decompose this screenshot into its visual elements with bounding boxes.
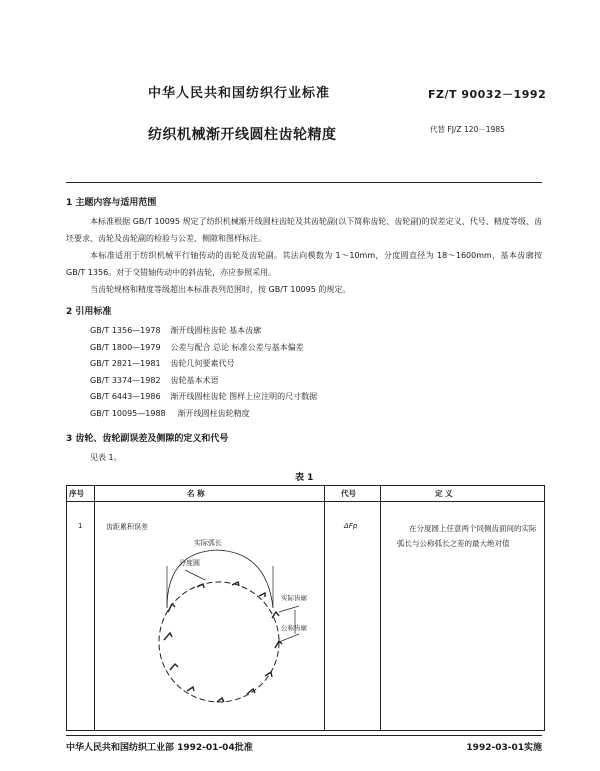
actual-profile-label: 实际齿廓 bbox=[281, 594, 307, 602]
referenced-standard bbox=[90, 389, 317, 406]
tooth-mark bbox=[164, 633, 172, 640]
column-header-symbol: 代号 bbox=[341, 489, 356, 498]
tooth-mark bbox=[272, 612, 279, 618]
standard-title: 公差与配合 总论 标准公差与基本偏差 bbox=[170, 342, 304, 352]
pitch-circle-label: 分度圆 bbox=[179, 559, 200, 567]
footer-divider bbox=[66, 735, 542, 736]
pitch-circle-line bbox=[159, 582, 279, 702]
tooth-mark bbox=[247, 689, 255, 694]
standard-title: 渐开线圆柱齿轮精度 bbox=[177, 408, 250, 418]
standard-code: GB/T 3374—1982 bbox=[90, 375, 161, 385]
referenced-standard bbox=[90, 340, 317, 357]
section-1-paragraph-1: 本标准根据 GB/T 10095 规定了纺织机械渐开线圆柱齿轮及其齿轮副(以下简称齿轮、齿轮副)的误差定义、代号、精度等级、齿坯要求、齿轮及齿轮副的检验与公差、侧隙和图样标注。 bbox=[66, 217, 542, 243]
tooth-mark bbox=[217, 698, 224, 702]
row-definition: 在分度圆上任意两个同侧齿面间的实际弧长与公称弧长之差的最大绝对值 bbox=[397, 524, 537, 548]
header-row-divider bbox=[67, 501, 544, 502]
referenced-standard bbox=[90, 323, 317, 340]
section-3-heading: 3 齿轮、齿轮副误差及侧隙的定义和代号 bbox=[66, 434, 229, 444]
document-title: 纺织机械渐开线圆柱齿轮精度 bbox=[148, 127, 337, 143]
standard-code: GB/T 1356—1978 bbox=[90, 326, 161, 335]
section-1-heading: 1 主题内容与适用范围 bbox=[66, 198, 157, 208]
table-1 bbox=[66, 485, 545, 731]
standard-title: 齿轮几何要素代号 bbox=[170, 359, 235, 368]
column-header-no: 序号 bbox=[69, 489, 84, 498]
nominal-profile-label: 公称齿廓 bbox=[281, 624, 307, 632]
referenced-standards-list bbox=[90, 323, 317, 422]
table-caption: 表 1 bbox=[295, 473, 314, 483]
nominal-profile-leader bbox=[279, 634, 299, 642]
section-1-paragraph-2: 本标准适用于纺织机械平行轴传动的齿轮及齿轮副。其法向模数为 1～10mm，分度圆直径为 18～1600mm，基本齿廓按 GB/T 1356。对于交错轴传动中的斜齿轮，亦应参照采用。 bbox=[66, 251, 542, 277]
referenced-standard bbox=[90, 406, 317, 423]
header-divider bbox=[66, 182, 542, 183]
tooth-mark bbox=[259, 593, 265, 597]
tooth-mark bbox=[187, 687, 194, 691]
column-divider bbox=[380, 486, 381, 730]
effective-date: 1992-03-01实施 bbox=[466, 743, 542, 753]
row-symbol: ΔFp bbox=[344, 522, 358, 530]
standard-code: FZ/T 90032－1992 bbox=[428, 88, 547, 101]
standard-title: 齿轮基本术语 bbox=[170, 375, 219, 385]
tooth-mark bbox=[197, 584, 204, 588]
gear-teeth bbox=[164, 582, 282, 702]
section-2-heading: 2 引用标准 bbox=[66, 307, 112, 317]
approval-line: 中华人民共和国纺织工业部 1992-01-04批准 bbox=[66, 743, 253, 753]
referenced-standard bbox=[90, 373, 317, 390]
standard-title: 渐开线圆柱齿轮 图样上应注明的尺寸数据 bbox=[170, 392, 318, 401]
standard-code: GB/T 2821—1981 bbox=[90, 359, 161, 368]
section-1-paragraph-3: 当齿轮规格和精度等级超出本标准表列范围时，按 GB/T 10095 的规定。 bbox=[90, 285, 351, 294]
row-name: 齿距累积误差 bbox=[106, 523, 148, 531]
standard-code: GB/T 10095—1988 bbox=[90, 408, 166, 418]
tooth-mark bbox=[170, 664, 178, 670]
section-3-intro: 见表 1。 bbox=[90, 453, 122, 462]
actual-arc-label: 实际弧长 bbox=[194, 539, 222, 547]
row-number: 1 bbox=[78, 522, 83, 530]
column-header-name: 名 称 bbox=[187, 489, 205, 498]
tooth-mark bbox=[168, 604, 175, 612]
replaces-standard: 代替 FJ/Z 120－1985 bbox=[430, 125, 505, 134]
standard-code: GB/T 1800—1979 bbox=[90, 342, 161, 352]
standard-title: 渐开线圆柱齿轮 基本齿廓 bbox=[170, 326, 262, 335]
standard-code: GB/T 6443—1986 bbox=[90, 392, 161, 401]
column-divider bbox=[324, 486, 325, 730]
actual-profile-leader bbox=[279, 606, 299, 612]
issuing-organization: 中华人民共和国纺织行业标准 bbox=[148, 86, 331, 101]
column-header-definition: 定 义 bbox=[435, 489, 453, 498]
pitch-error-diagram bbox=[67, 530, 323, 730]
pitch-circle-leader bbox=[185, 570, 205, 580]
referenced-standard bbox=[90, 356, 317, 373]
